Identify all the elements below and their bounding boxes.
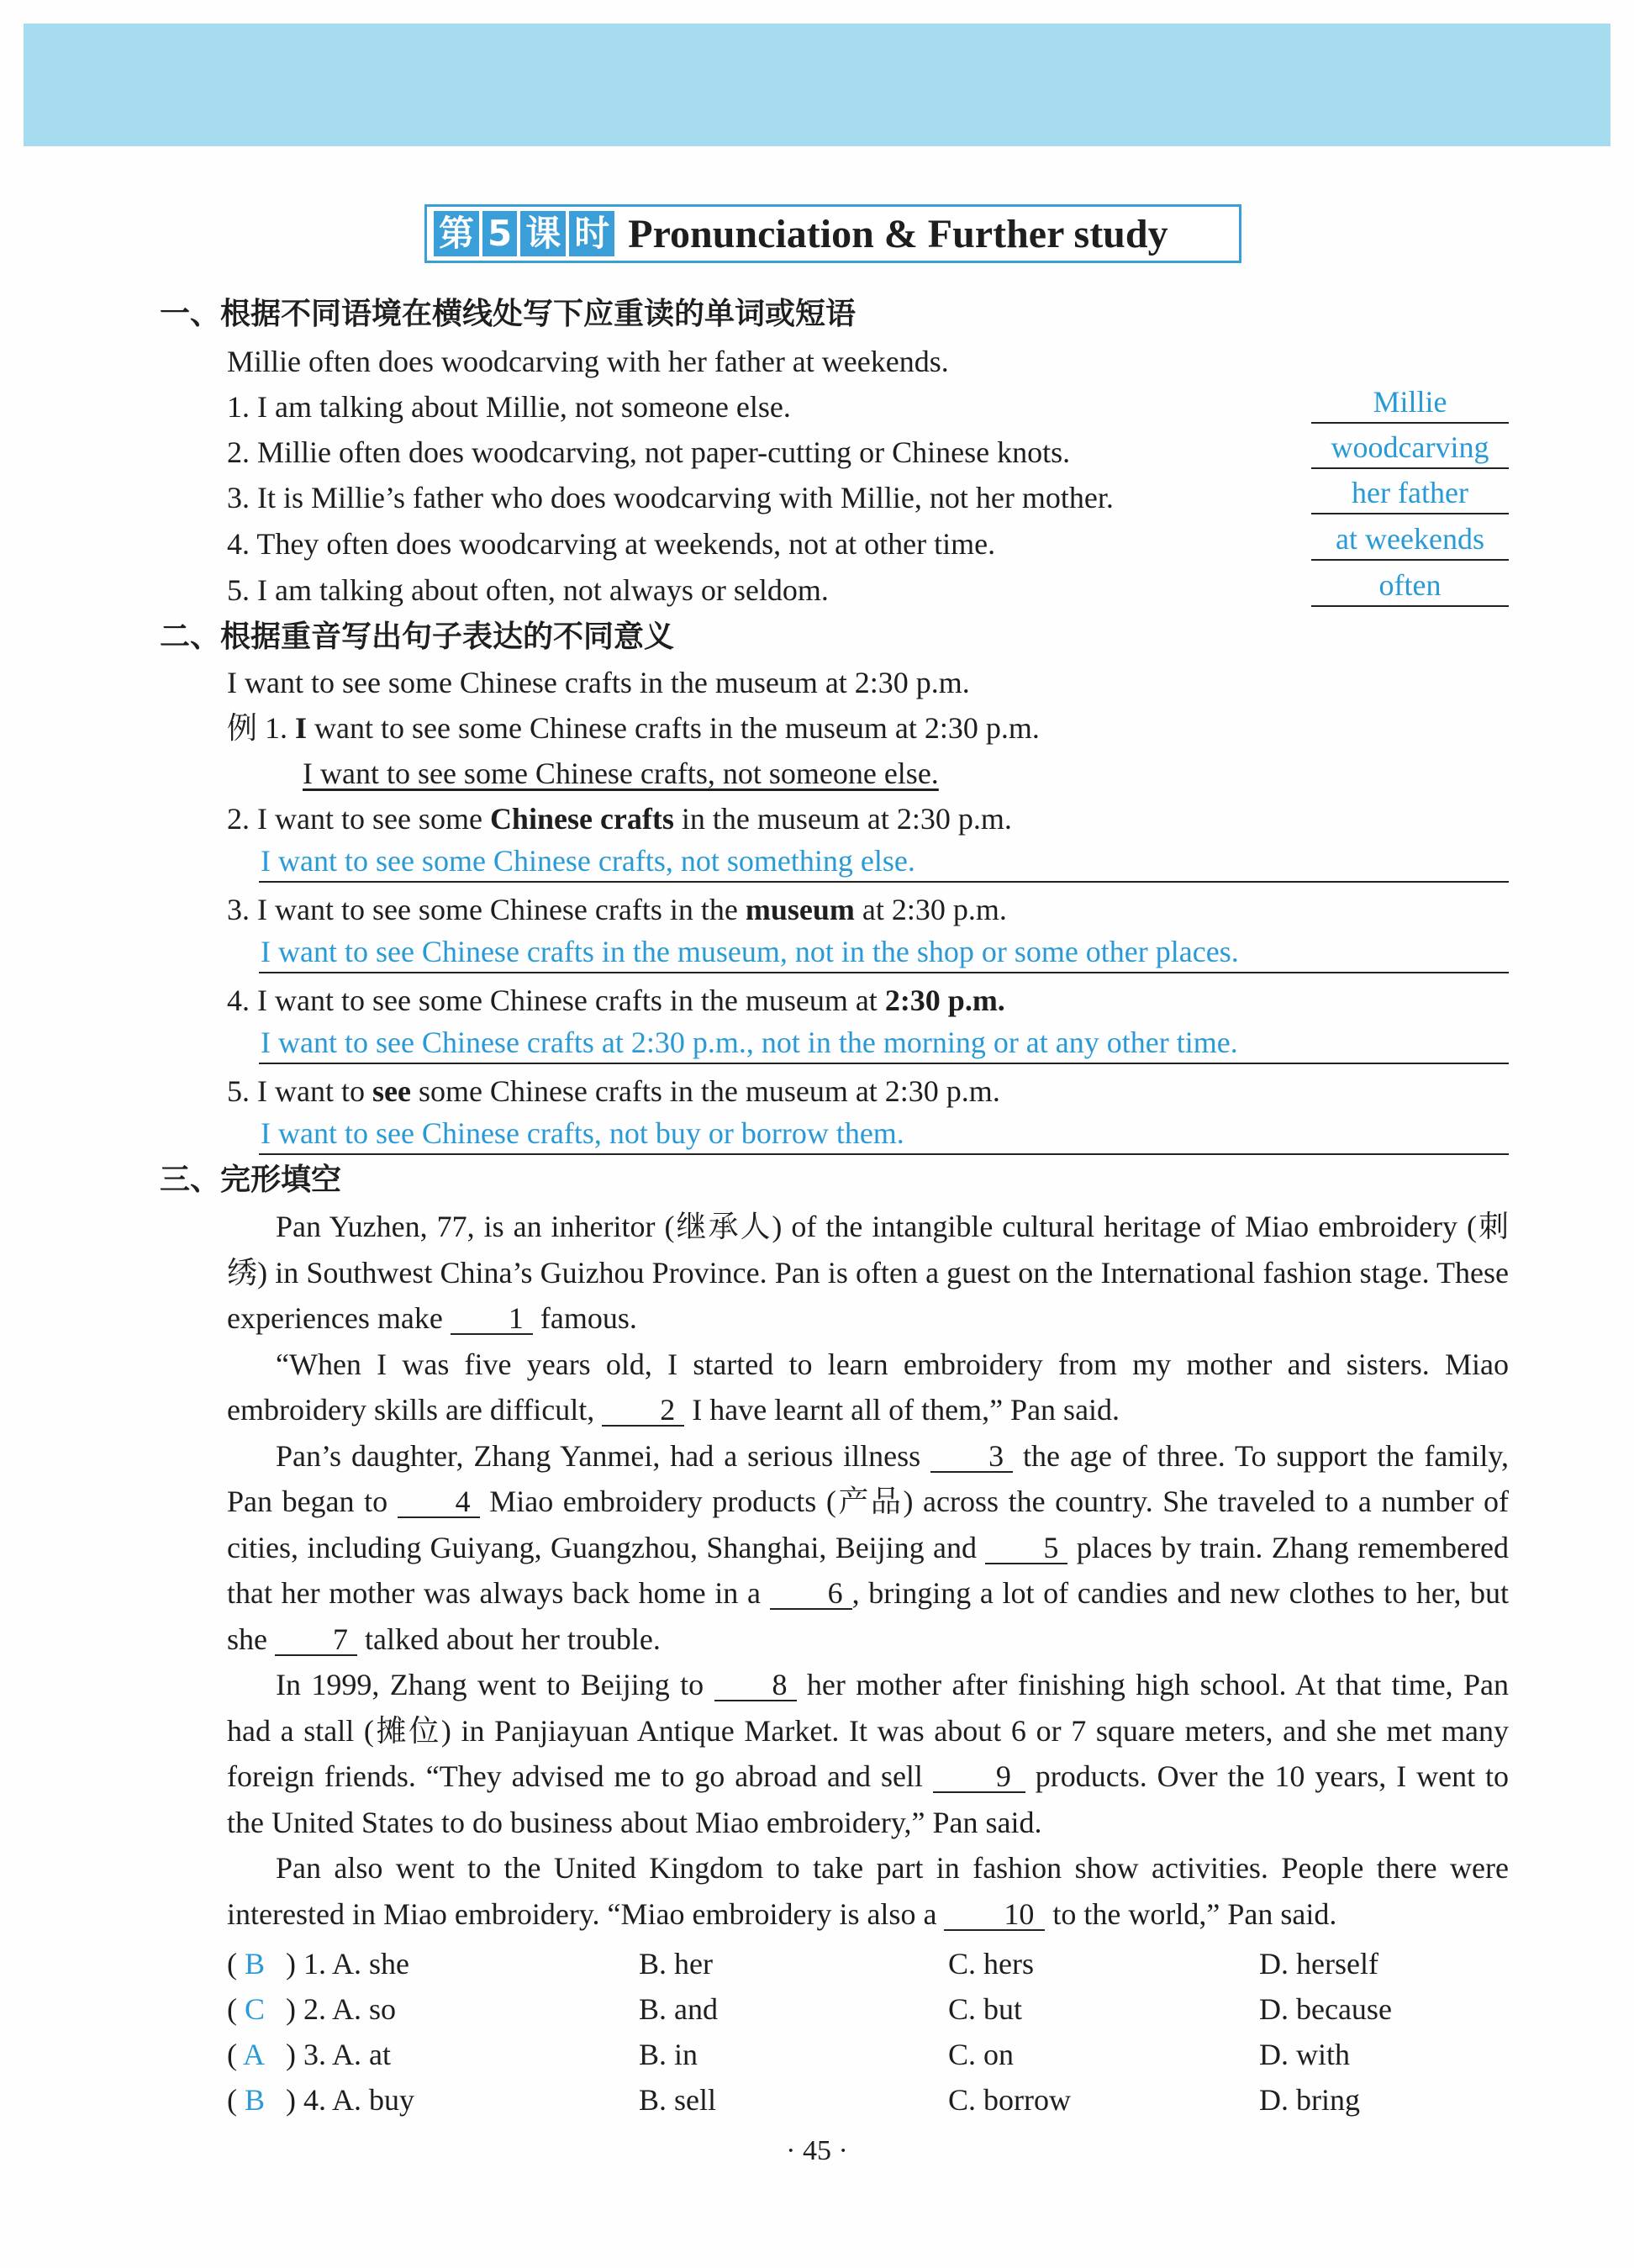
answer-text: I want to see Chinese crafts, not buy or borrow them. — [261, 1116, 904, 1150]
option-c: C. borrow — [948, 2083, 1071, 2117]
answer-blank: woodcarving — [1311, 429, 1509, 469]
cloze-text: I have learnt all of them,” Pan said. — [684, 1393, 1120, 1427]
section2-intro: I want to see some Chinese crafts in the museum at 2:30 p.m. — [227, 666, 970, 699]
cloze-blank: 10 — [944, 1899, 1045, 1931]
cloze-text: places by train. Zhang remembered that her mother was always back home in a — [227, 1530, 1509, 1610]
cloze-passage — [227, 1204, 1509, 1937]
option-b: B. in — [639, 2038, 698, 2071]
cloze-blank: 1 — [451, 1303, 533, 1335]
answer-line — [259, 1024, 1509, 1064]
answer-line — [259, 933, 1509, 973]
option-a: ) 4. A. buy — [286, 2083, 414, 2117]
header-band — [24, 24, 1610, 146]
option-d: D. bring — [1259, 2083, 1360, 2117]
answer-text: I want to see Chinese crafts at 2:30 p.m., not in the morning or at any other time. — [261, 1026, 1238, 1059]
example-prefix: 例 1. — [227, 711, 296, 745]
answer-text: I want to see Chinese crafts in the museum, not in the shop or some other places. — [261, 935, 1239, 968]
cloze-text: , bringing a lot of candies and new clothes to her, but she — [227, 1576, 1509, 1656]
option-row: ( B ) 4. A. buy — [227, 2083, 414, 2117]
page-title: Pronunciation & Further study — [628, 211, 1168, 256]
page-number: · 45 · — [786, 2135, 848, 2166]
stressed-word: museum — [745, 893, 855, 926]
option-row: ( A ) 3. A. at — [227, 2038, 391, 2071]
cloze-paragraph — [227, 1342, 1509, 1433]
option-c: C. on — [948, 2038, 1015, 2071]
sentence-part: 4. I want to see some Chinese crafts in the museum at — [227, 984, 885, 1017]
option-row: ( C ) 2. A. so — [227, 1992, 397, 2026]
section2-item — [227, 891, 1007, 928]
cloze-blank: 5 — [985, 1532, 1067, 1564]
section1-item: 5. I am talking about often, not always or seldom. — [227, 573, 829, 607]
cloze-text: famous. — [532, 1301, 637, 1335]
cloze-text: Pan also went to the United Kingdom to take part in fashion show activities. People there were interested in Miao embroidery. “Miao embroidery is also a — [227, 1851, 1509, 1931]
answer-text: I want to see some Chinese crafts, not something else. — [261, 844, 915, 878]
sentence-part: some Chinese crafts in the museum at 2:30 p.m. — [410, 1074, 1000, 1108]
selected-answer: A — [243, 2038, 266, 2071]
sentence-part: at 2:30 p.m. — [854, 893, 1007, 926]
cloze-text: In 1999, Zhang went to Beijing to — [276, 1668, 714, 1701]
section2-item — [227, 982, 1005, 1019]
option-a: ) 1. A. she — [286, 1947, 409, 1981]
sentence-part: 5. I want to — [227, 1074, 372, 1108]
lesson-chip-1: 第 — [434, 211, 479, 256]
section1-item: 1. I am talking about Millie, not someone else. — [227, 390, 791, 424]
answer-blank: often — [1311, 567, 1509, 607]
cloze-text: her mother after finishing high school. At that time, Pan had a stall (摊位) in Panjiayuan Antique Market. It was about 6 or 7 square meters, and she met many foreign friends. “They advised me to go abroad and sell — [227, 1668, 1509, 1793]
answer-blank: her father — [1311, 474, 1509, 514]
cloze-text: “When I was five years old, I started to learn embroidery from my mother and sisters. Miao embroidery skills are difficult, — [227, 1347, 1509, 1427]
lesson-chip-2: 5 — [482, 211, 517, 256]
sentence-part: 3. I want to see some Chinese crafts in the — [227, 893, 746, 926]
option-b: B. and — [639, 1992, 718, 2026]
section1-item: 3. It is Millie’s father who does woodcarving with Millie, not her mother. — [227, 481, 1114, 514]
selected-answer: C — [245, 1992, 266, 2026]
stressed-word: see — [372, 1074, 411, 1108]
cloze-blank: 2 — [602, 1395, 684, 1427]
cloze-text: Pan Yuzhen, 77, is an inheritor (继承人) of the intangible cultural heritage of Miao embroidery (刺绣) in Southwest China’s Guizhou Province. Pan is often a guest on the International fashion stage. These experiences make — [227, 1210, 1509, 1335]
cloze-paragraph — [227, 1662, 1509, 1845]
cloze-blank: 6 — [770, 1578, 852, 1610]
section1-heading: 一、根据不同语境在横线处写下应重读的单词或短语 — [160, 297, 857, 331]
cloze-text: talked about her trouble. — [357, 1622, 661, 1656]
example-answer: I want to see some Chinese crafts, not someone else. — [303, 757, 939, 790]
example-rest: want to see some Chinese crafts in the museum at 2:30 p.m. — [307, 711, 1040, 745]
section1-item: 2. Millie often does woodcarving, not paper-cutting or Chinese knots. — [227, 435, 1071, 469]
option-c: C. hers — [948, 1947, 1034, 1981]
option-d: D. with — [1259, 2038, 1350, 2071]
answer-line — [259, 1115, 1509, 1155]
answer-line — [259, 842, 1509, 883]
example-stress: I — [295, 711, 308, 745]
option-a: ) 2. A. so — [286, 1992, 397, 2026]
stressed-word: 2:30 p.m. — [884, 984, 1005, 1017]
cloze-blank: 7 — [275, 1624, 357, 1656]
cloze-paragraph — [227, 1845, 1509, 1937]
cloze-blank: 3 — [930, 1441, 1013, 1473]
section2-item — [227, 1073, 1000, 1110]
answer-blank: at weekends — [1311, 520, 1509, 561]
section3-heading: 三、完形填空 — [160, 1163, 342, 1197]
section1-intro: Millie often does woodcarving with her father at weekends. — [227, 345, 949, 378]
lesson-chip-4: 时 — [569, 211, 614, 256]
cloze-blank: 9 — [933, 1761, 1025, 1793]
option-a: ) 3. A. at — [286, 2038, 391, 2071]
option-b: B. her — [639, 1947, 713, 1981]
section1-item: 4. They often does woodcarving at weekends, not at other time. — [227, 527, 996, 561]
lesson-chip-3: 课 — [520, 211, 566, 256]
cloze-text: to the world,” Pan said. — [1045, 1896, 1337, 1931]
answer-blank: Millie — [1311, 383, 1509, 424]
cloze-text: the age of three. To support the family, Pan began to — [227, 1438, 1509, 1518]
sentence-part: in the museum at 2:30 p.m. — [673, 802, 1012, 836]
section2-heading: 二、根据重音写出句子表达的不同意义 — [160, 620, 675, 654]
example-sentence — [227, 709, 1040, 746]
selected-answer: B — [245, 2083, 266, 2117]
section2-item — [227, 800, 1012, 837]
option-c: C. but — [948, 1992, 1023, 2026]
option-row: ( B ) 1. A. she — [227, 1947, 409, 1981]
cloze-text: Pan’s daughter, Zhang Yanmei, had a serious illness — [276, 1438, 931, 1473]
stressed-word: Chinese crafts — [489, 802, 674, 836]
option-b: B. sell — [639, 2083, 717, 2117]
cloze-text: products. Over the 10 years, I went to the United States to do business about Miao embroidery,” Pan said. — [227, 1759, 1509, 1839]
cloze-paragraph — [227, 1433, 1509, 1663]
sentence-part: 2. I want to see some — [227, 802, 490, 836]
cloze-blank: 8 — [714, 1669, 797, 1701]
lesson-title — [424, 204, 1241, 263]
option-d: D. herself — [1259, 1947, 1378, 1981]
selected-answer: B — [245, 1947, 266, 1981]
cloze-paragraph — [227, 1204, 1509, 1342]
cloze-blank: 4 — [398, 1486, 480, 1518]
option-d: D. because — [1259, 1992, 1392, 2026]
cloze-text: Miao embroidery products (产品) across the country. She traveled to a number of cities, including Guiyang, Guangzhou, Shanghai, Beijing and — [227, 1485, 1509, 1564]
